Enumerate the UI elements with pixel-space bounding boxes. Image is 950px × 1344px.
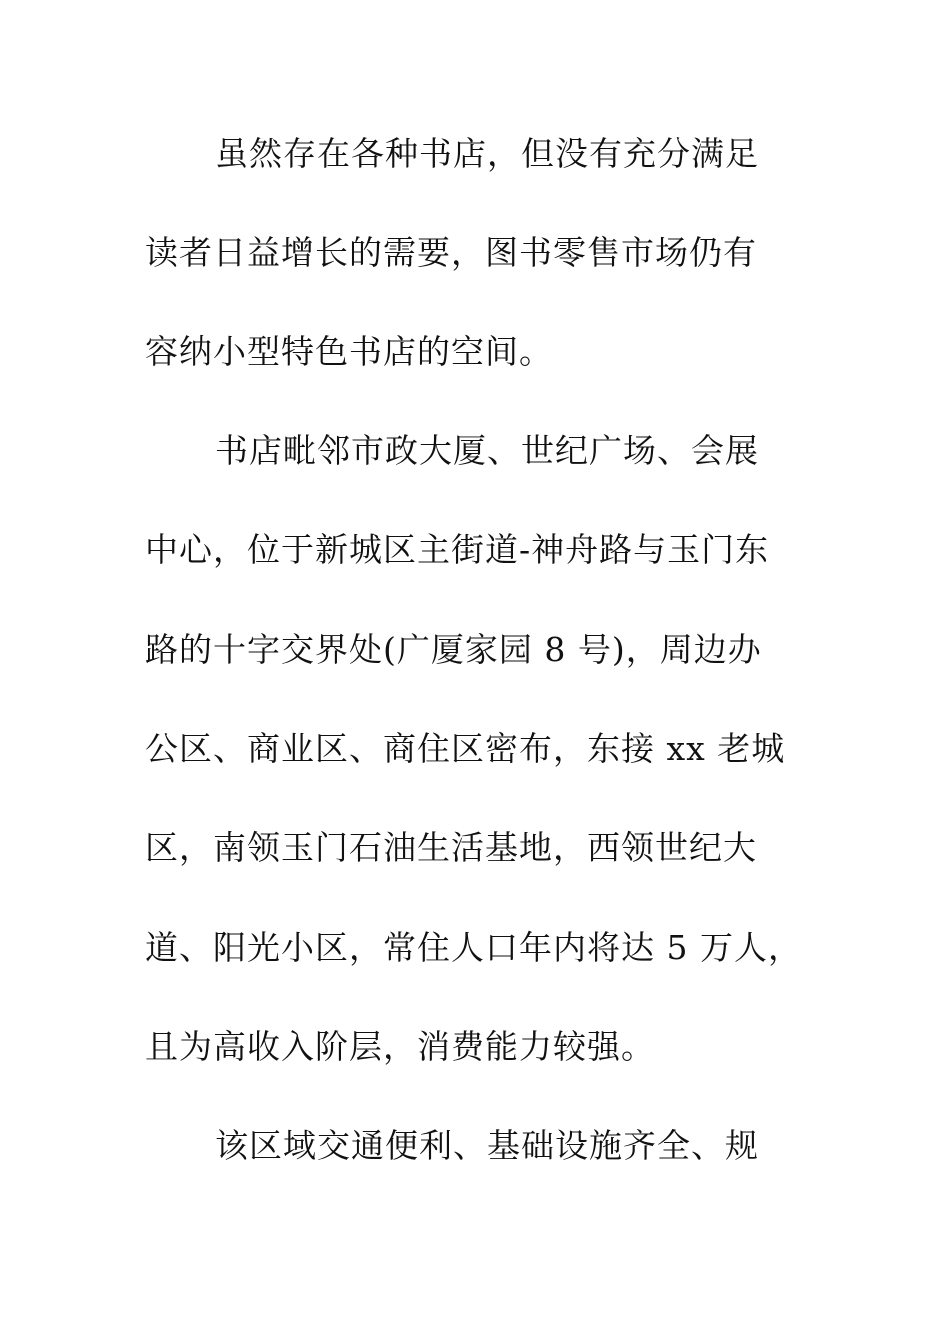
text-line: 区，南领玉门石油生活基地，西领世纪大 — [145, 828, 757, 867]
text-line: 该区域交通便利、基础设施齐全、规 — [215, 1126, 759, 1165]
text-line: 公区、商业区、商住区密布，东接 xx 老城 — [145, 729, 786, 768]
text-line: 中心，位于新城区主街道-神舟路与玉门东 — [145, 530, 770, 569]
text-line: 道、阳光小区，常住人口年内将达 5 万人， — [145, 928, 802, 967]
text-line: 书店毗邻市政大厦、世纪广场、会展 — [215, 431, 759, 470]
text-line: 虽然存在各种书店，但没有充分满足 — [215, 134, 759, 173]
text-line: 读者日益增长的需要，图书零售市场仍有 — [145, 233, 757, 272]
text-line: 路的十字交界处(广厦家园 8 号)，周边办 — [145, 630, 762, 669]
text-line: 且为高收入阶层，消费能力较强。 — [145, 1027, 655, 1066]
text-line: 容纳小型特色书店的空间。 — [145, 332, 553, 371]
